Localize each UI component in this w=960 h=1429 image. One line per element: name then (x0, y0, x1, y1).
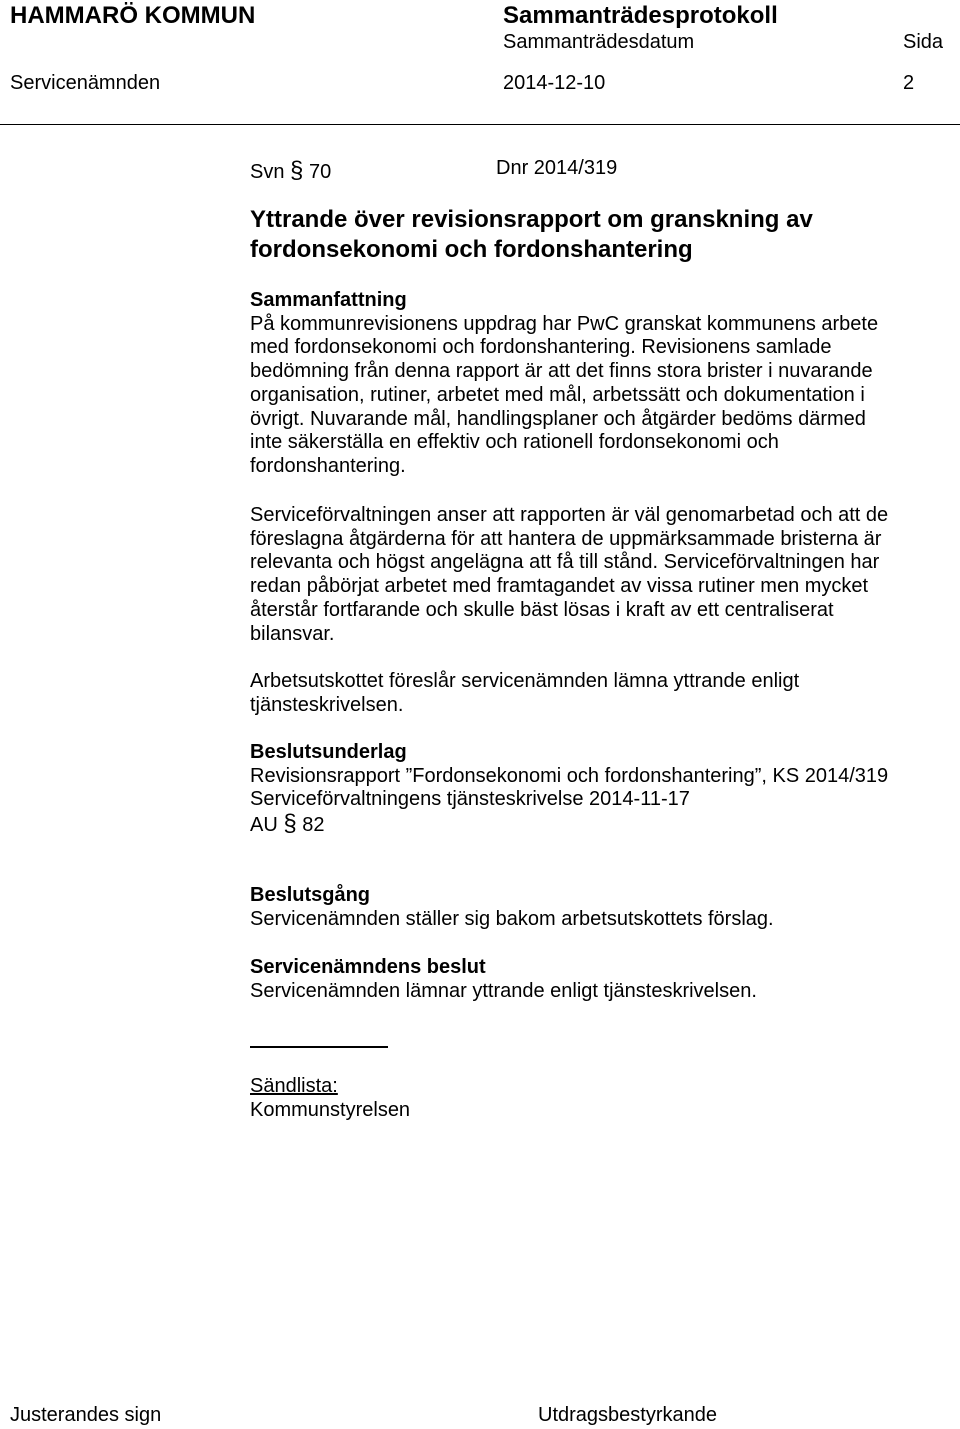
doc-type: Sammanträdesprotokoll (503, 2, 778, 29)
svn-label: Svn (250, 161, 285, 183)
committee-name: Servicenämnden (10, 72, 161, 94)
header-rule (0, 124, 960, 125)
au-number: 82 (302, 814, 325, 837)
decision-basis-item-2: Serviceförvaltningens tjänsteskrivelse 2014-11-17 (250, 788, 690, 811)
decision-process-section (250, 884, 890, 931)
decision-process-text: Servicenämnden ställer sig bakom arbetsutskottets förslag. (250, 907, 774, 930)
committee-proposal-paragraph: Arbetsutskottet föreslår servicenämnden lämna yttrande enligt tjänsteskrivelsen. (250, 670, 800, 716)
signature-separator (250, 1046, 388, 1048)
dnr-reference: Dnr 2014/319 (496, 157, 618, 179)
decision-process-heading: Beslutsgång (250, 884, 371, 906)
page-label: Sida (903, 31, 944, 53)
decision-basis-section (250, 741, 890, 838)
distribution-label: Sändlista: (250, 1075, 338, 1097)
distribution-list (250, 1075, 890, 1122)
decision-basis-item-1: Revisionsrapport ”Fordonsekonomi och fordonshantering”, KS 2014/319 (250, 764, 889, 787)
service-opinion-paragraph: Serviceförvaltningen anser att rapporten är väl genomarbetad och att de föreslagna åtgärderna för att hantera de uppmärksammade bristerna är relevanta och högst angelägna att få till stånd. Serviceförvaltningen har redan påbörjat arbetet med framtagandet av vissa rutiner men mycket återstår fortfarande och skulle bäst lösas i kraft av ett centraliserat bilansvar. (250, 504, 889, 645)
footer-extract-certification: Utdragsbestyrkande (538, 1404, 717, 1426)
footer-adjusters-sign: Justerandes sign (10, 1404, 162, 1426)
meeting-date: 2014-12-10 (503, 72, 606, 94)
svn-number: 70 (308, 161, 332, 183)
decision-section (250, 956, 890, 1003)
page-number: 2 (903, 72, 915, 94)
distribution-recipient: Kommunstyrelsen (250, 1098, 411, 1121)
summary-heading: Sammanfattning (250, 289, 407, 311)
au-label: AU (250, 814, 278, 837)
org-name: HAMMARÖ KOMMUN (10, 2, 256, 29)
decision-heading: Servicenämndens beslut (250, 956, 486, 978)
page-title: Yttrande över revisionsrapport om granskning av fordonsekonomi och fordonshantering (250, 206, 813, 263)
paragraph-symbol: § (283, 810, 297, 838)
svn-reference (250, 157, 331, 185)
summary-section (250, 289, 890, 479)
decision-text: Servicenämnden lämnar yttrande enligt tjänsteskrivelsen. (250, 979, 757, 1002)
summary-text: På kommunrevisionens uppdrag har PwC granskat kommunens arbete med fordonsekonomi och fordonshantering. Revisionens samlade bedömning från denna rapport är att det finns stora brister i nuvarande organisation, rutiner, arbetet med mål, arbetssätt och dokumentation i övrigt. Nuvarande mål, handlingsplaner och åtgärder bedöms därmed inte säkerställa en effektiv och rationell fordonsekonomi och fordonshantering. (250, 312, 879, 477)
date-label: Sammanträdesdatum (503, 31, 695, 53)
paragraph-symbol: § (290, 157, 304, 184)
decision-basis-item-3 (250, 812, 890, 838)
decision-basis-heading: Beslutsunderlag (250, 741, 407, 763)
